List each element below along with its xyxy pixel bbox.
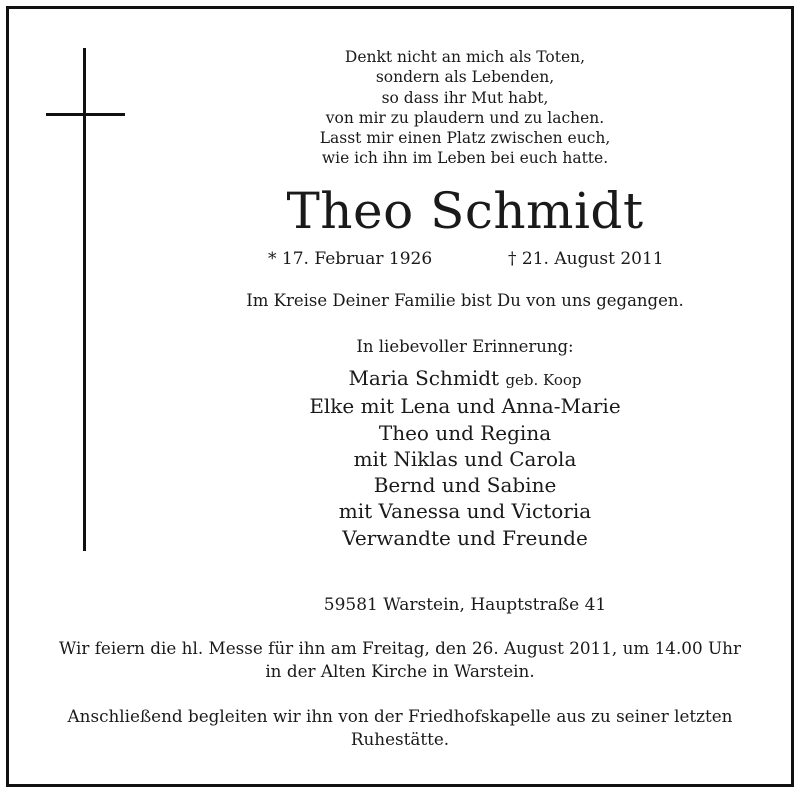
mass-line: in der Alten Kirche in Warstein. [265, 661, 535, 681]
mourner-line: Elke mit Lena und Anna-Marie [309, 394, 621, 419]
burial-line: Ruhestätte. [350, 729, 450, 749]
mourners-list [215, 365, 715, 551]
memory-heading: In liebevoller Erinnerung: [356, 337, 574, 356]
mourner-line: mit Vanessa und Victoria [338, 499, 592, 524]
death-date: † 21. August 2011 [508, 249, 664, 269]
deceased-name: Theo Schmidt [286, 182, 644, 240]
poem-line: sondern als Lebenden, [375, 68, 555, 87]
mourner-line: Theo und Regina [378, 420, 552, 445]
burial-notice [20, 705, 780, 751]
family-address: 59581 Warstein, Hauptstraße 41 [323, 595, 607, 615]
poem-line: Lasst mir einen Platz zwischen euch, [319, 129, 611, 148]
birth-date: * 17. Februar 1926 [268, 249, 433, 269]
cross-horizontal-bar [46, 113, 125, 116]
mourner-line: Verwandte und Freunde [342, 525, 588, 550]
poem-line: von mir zu plaudern und zu lachen. [325, 108, 605, 127]
poem [240, 47, 690, 169]
mass-line: Wir feiern die hl. Messe für ihn am Freitag, den 26. August 2011, um 14.00 Uhr [59, 638, 741, 658]
burial-line: Anschließend begleiten wir ihn von der Friedhofskapelle aus zu seiner letzten [67, 706, 733, 726]
mass-notice [20, 637, 780, 683]
poem-line: so dass ihr Mut habt, [381, 88, 549, 107]
mourner-name: Maria Schmidt [348, 366, 500, 390]
poem-line: Denkt nicht an mich als Toten, [344, 48, 586, 66]
cross-vertical-bar [83, 48, 86, 551]
mourner-line [215, 365, 715, 393]
passing-statement: Im Kreise Deiner Familie bist Du von uns gegangen. [246, 291, 684, 310]
maiden-name-note: geb. Koop [505, 371, 582, 389]
poem-line: wie ich ihn im Leben bei euch hatte. [321, 149, 609, 168]
mourner-line: Bernd und Sabine [373, 473, 557, 498]
mourner-line: mit Niklas und Carola [353, 446, 577, 471]
